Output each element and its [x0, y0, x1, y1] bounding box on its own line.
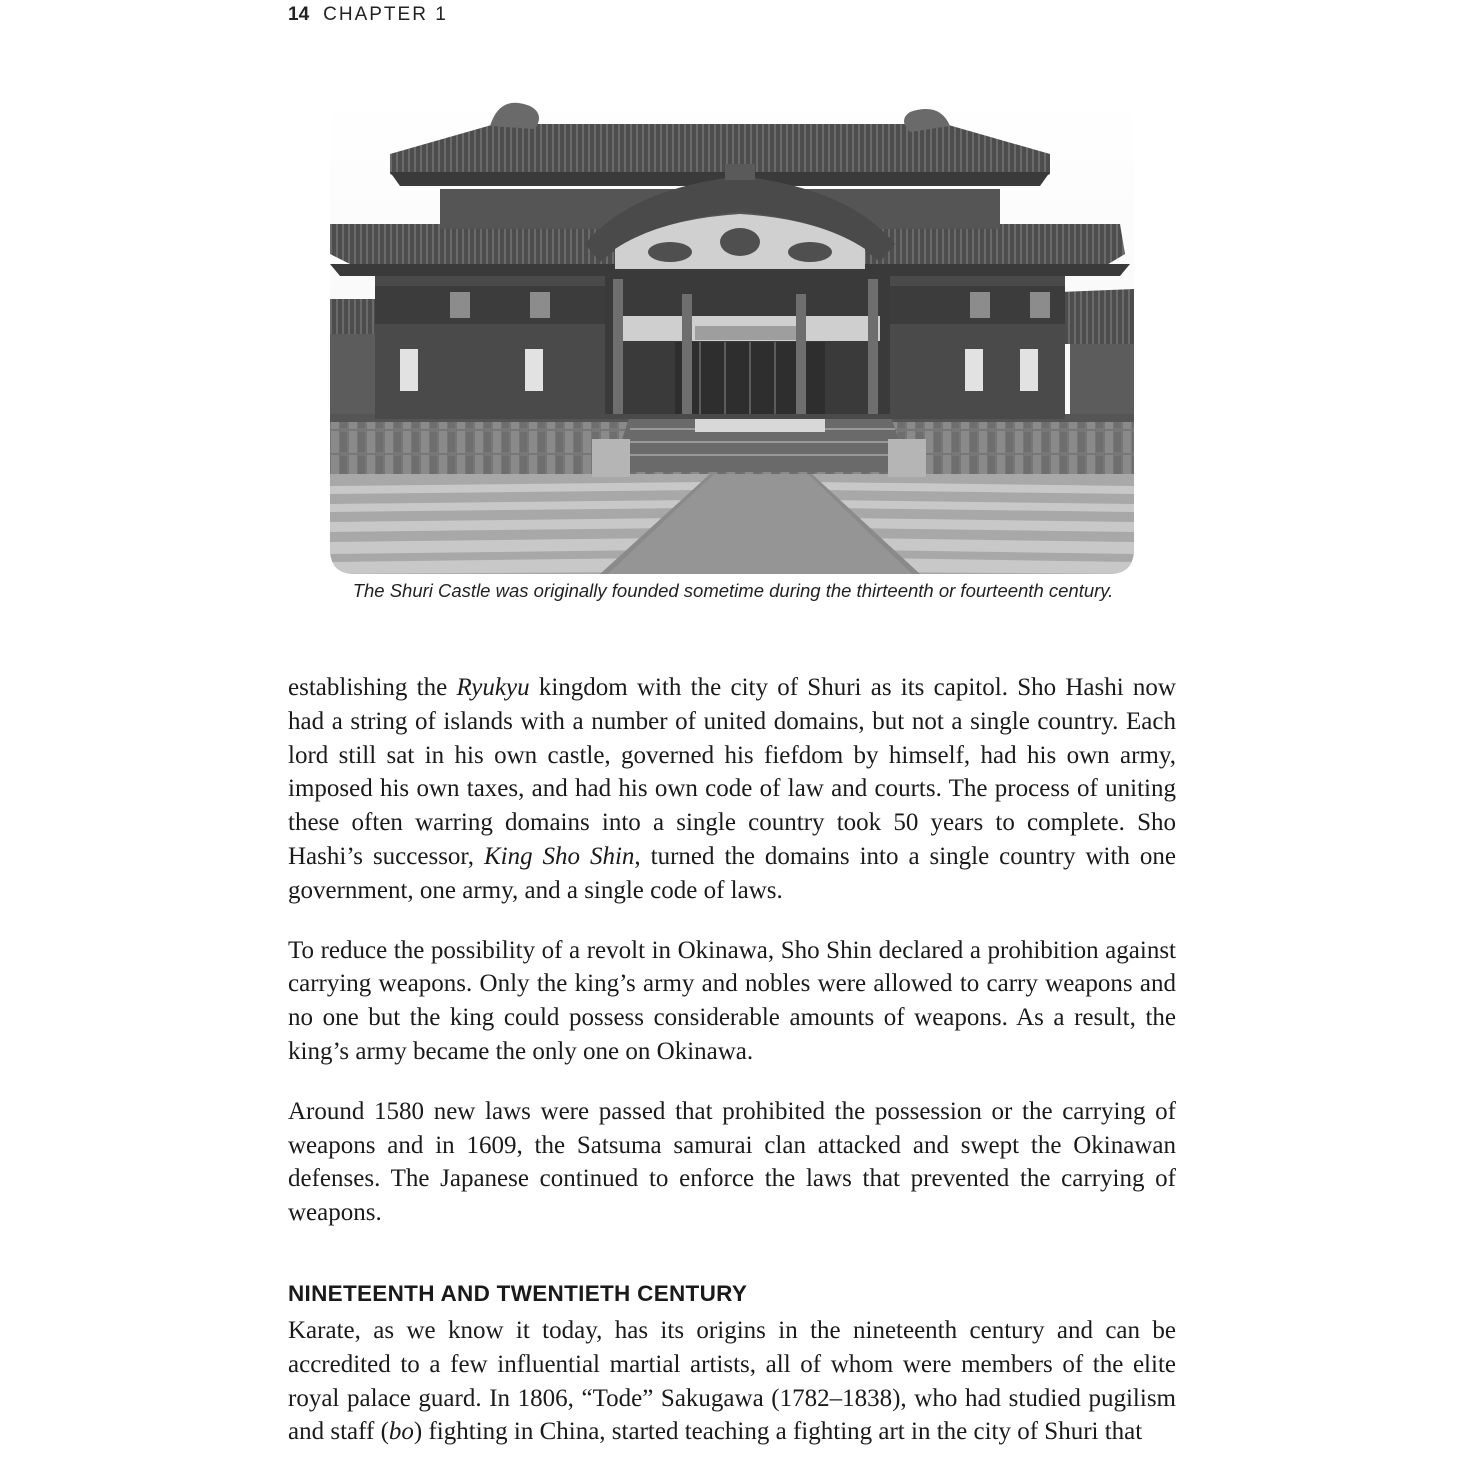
chapter-label: CHAPTER 1 — [323, 4, 448, 25]
figure-caption: The Shuri Castle was originally founded sometime during the thirteenth or fourteenth century. — [352, 580, 1114, 601]
italic-text: Ryukyu — [456, 674, 530, 701]
paragraph: Around 1580 new laws were passed that prohibited the possession or the carrying of weapons and in 1609, the Satsuma samurai clan attacked and swept the Okinawan defenses. The Japanese continued to enforce the laws that prevented the carrying of weapons. — [288, 1097, 1176, 1227]
paragraph: To reduce the possibility of a revolt in Okinawa, Sho Shin declared a prohibition against carrying weapons. Only the king’s army and nobles were allowed to carry weapons and no one but the king could possess considerable amounts of weapons. As a result, the king’s army became the only one on Okinawa. — [288, 936, 1176, 1065]
paragraph: establishing the Ryukyu kingdom with the city of Shuri as its capitol. Sho Hashi now had a string of islands with a number of united domains, but not a single country. Each lord still sat in his own castle, governed his fiefdom by himself, had his own army, imposed his own taxes, and had his own code of law and courts. The process of uniting these often warring domains into a single country took 50 years to complete. Sho Hashi’s successor, King Sho Shin, turned the domains into a single country with one government, one army, and a single code of laws. — [288, 674, 1176, 904]
running-head — [288, 4, 448, 26]
italic-text: bo — [388, 1418, 414, 1446]
section-body — [288, 1314, 1176, 1475]
page-number: 14 — [288, 4, 310, 25]
section-heading: NINETEENTH AND TWENTIETH CENTURY — [288, 1281, 748, 1306]
body-text — [288, 671, 1176, 1256]
paragraph: Karate, as we know it today, has its origins in the nineteenth century and can be accredited to a few influential martial artists, all of whom were members of the elite royal palace guard. In 1806, “Tode” Sakugawa (1782–1838), who had studied pugilism and staff (bo) fighting in China, started teaching a fighting art in the city of Shuri that — [288, 1317, 1176, 1446]
shuri-castle-photo — [330, 94, 1134, 574]
italic-text: King Sho Shin — [483, 842, 635, 870]
